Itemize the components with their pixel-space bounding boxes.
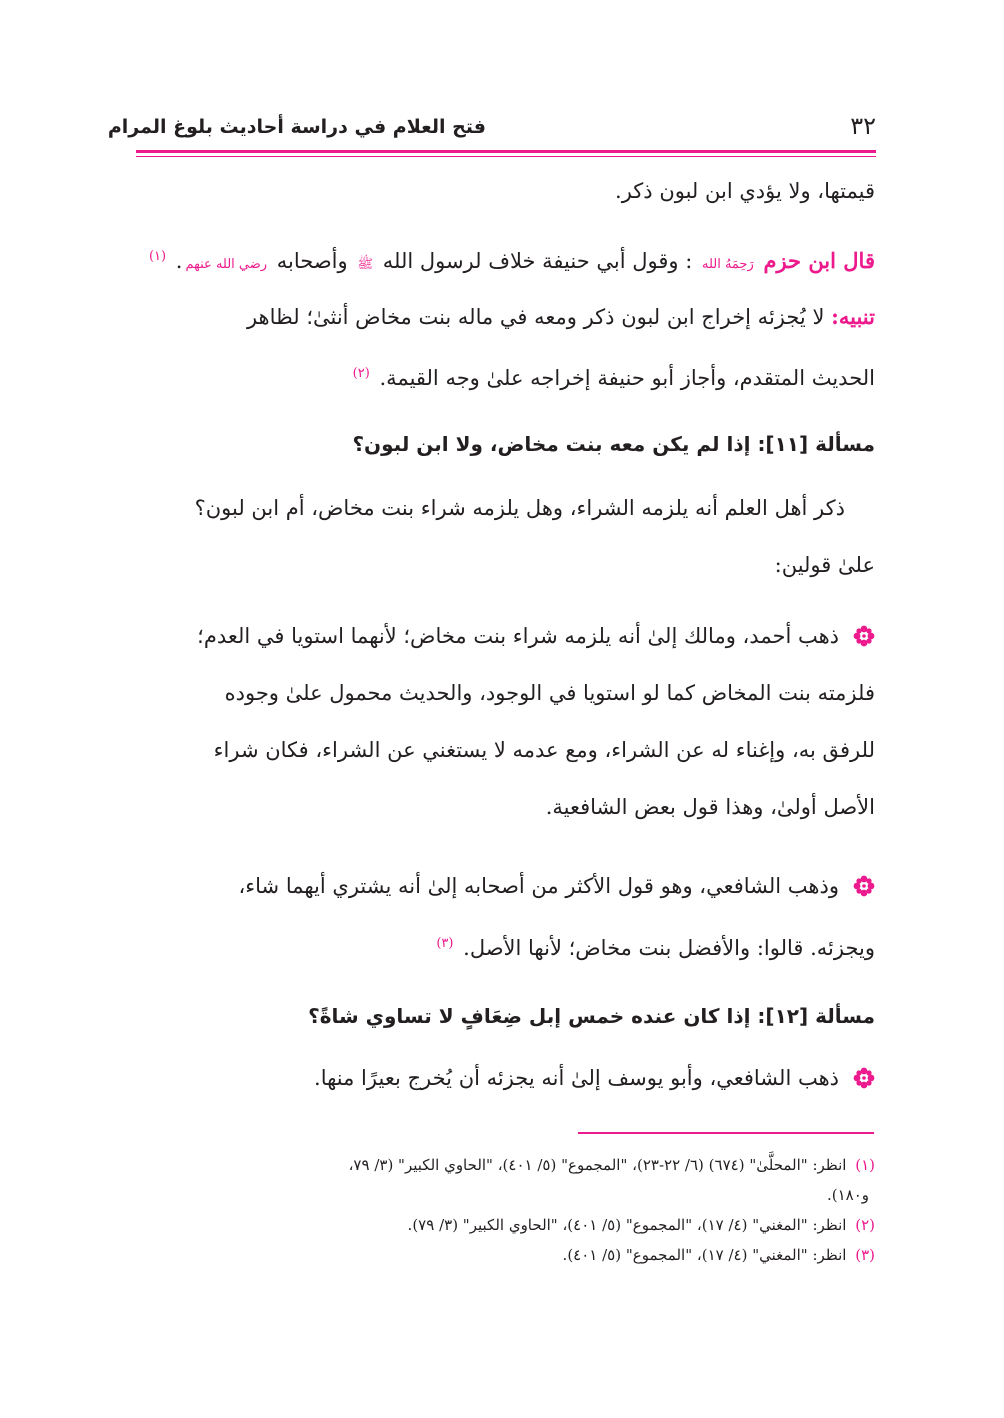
honorific-glyph: رَحِمَهُ الله: [701, 257, 754, 272]
text-line: قيمتها، ولا يؤدي ابن لبون ذكر.: [615, 179, 875, 203]
footnote-marker[interactable]: (١): [148, 249, 167, 264]
text-line: [130, 858, 875, 915]
footnote-separator: [578, 1132, 874, 1134]
running-header: [107, 112, 876, 148]
speaker-label: قال ابن حزم: [763, 248, 875, 273]
text-line: علىٰ قولين:: [774, 553, 875, 577]
quote-text: وأصحابه: [276, 249, 348, 273]
text-line: [130, 915, 875, 972]
opinion-text: وذهب الشافعي، وهو قول الأكثر من أصحابه إلىٰ أنه يشتري أيهما شاء،: [238, 874, 839, 898]
note-text: الحديث المتقدم، وأجاز أبو حنيفة إخراجه علىٰ وجه القيمة.: [379, 366, 875, 390]
paragraph-opinion-ahmad: [130, 608, 875, 836]
text-line: قال ابن حزم رَحِمَهُ الله : وقول أبي حنيفة خلاف لرسول الله ﷺ وأصحابه رضي الله عنهم. $^{(١)}$: [148, 248, 875, 273]
flower-bullet-icon: [853, 875, 875, 897]
paragraph-opinion-shafii: [130, 858, 875, 972]
text-line: [130, 288, 875, 345]
book-title: فتح العلام في دراسة أحاديث بلوغ المرام: [107, 116, 486, 138]
text-line: [130, 1050, 875, 1107]
footnote-text: انظر: "المغني" (٤/ ١٧)، "المجموع" (٥/ ٤٠١).: [562, 1246, 847, 1264]
honorific-glyph: ﷺ: [357, 257, 374, 272]
footnote-marker[interactable]: (٢): [352, 366, 370, 381]
footnote-1-continuation: و١٨٠).: [826, 1186, 869, 1204]
footnote-number: (٢): [855, 1216, 875, 1234]
opinion-text: ذهب أحمد، ومالك إلىٰ أنه يلزمه شراء بنت مخاض؛ لأنهما استويا في العدم؛: [197, 624, 839, 648]
text-line: فلزمته بنت المخاض كما لو استويا في الوجود، والحديث محمول علىٰ وجوده: [224, 681, 875, 705]
footnote-number: (١): [855, 1156, 875, 1174]
note-text: لا يُجزئه إخراج ابن لبون ذكر ومعه في ماله بنت مخاض أنثىٰ؛ لظاهر: [246, 305, 825, 329]
issue-heading-11: مسألة [١١]: إذا لم يكن معه بنت مخاض، ولا ابن لبون؟: [352, 432, 875, 456]
note-label: تنبيه:: [831, 304, 875, 329]
page-number: ٣٢: [850, 112, 876, 140]
paragraph-opinion-shafii-abuyusuf: [130, 1050, 875, 1107]
text-line: ذكر أهل العلم أنه يلزمه الشراء، وهل يلزمه شراء بنت مخاض، أم ابن لبون؟: [194, 496, 845, 520]
footnote-text: انظر: "المحلَّىٰ" (٦٧٤) (٦/ ٢٢-٢٣)، "المجموع" (٥/ ٤٠١)، "الحاوي الكبير" (٣/ ٧٩،: [348, 1156, 847, 1174]
footnote-text: انظر: "المغني" (٤/ ١٧)، "المجموع" (٥/ ٤٠١)، "الحاوي الكبير" (٣/ ٧٩).: [407, 1216, 847, 1234]
footnote-marker[interactable]: (٣): [436, 936, 454, 951]
opinion-text: ويجزئه. قالوا: والأفضل بنت مخاض؛ لأنها الأصل.: [463, 936, 875, 960]
issue-heading-12: مسألة [١٢]: إذا كان عنده خمس إبل ضِعَافٍ لا تساوي شاةً؟: [308, 1004, 875, 1028]
honorific-glyph: رضي الله عنهم: [185, 257, 268, 272]
footnotes: [130, 1150, 875, 1270]
flower-bullet-icon: [853, 1067, 875, 1089]
paragraph-note: [130, 288, 875, 402]
paragraph-opinions-intro: [130, 480, 875, 594]
paragraph-continuation: [130, 163, 875, 220]
footnote-2: [130, 1210, 875, 1240]
header-rule-thin: [136, 156, 876, 157]
quote-text: : وقول أبي حنيفة خلاف لرسول الله: [382, 249, 693, 273]
paragraph-ibn-hazm: [130, 228, 875, 285]
text-line: [130, 608, 875, 665]
opinion-text: ذهب الشافعي، وأبو يوسف إلىٰ أنه يجزئه أن يُخرج بعيرًا منها.: [314, 1066, 839, 1090]
text-line: للرفق به، وإغناء له عن الشراء، ومع عدمه لا يستغني عن الشراء، فكان شراء: [213, 738, 875, 762]
footnote-3: [130, 1240, 875, 1270]
text-line: الأصل أولىٰ، وهذا قول بعض الشافعية.: [545, 795, 875, 819]
footnote-number: (٣): [855, 1246, 875, 1264]
flower-bullet-icon: [853, 625, 875, 647]
header-rule-thick: [136, 150, 876, 153]
text-line: [130, 345, 875, 402]
footnote-1: [130, 1150, 875, 1180]
